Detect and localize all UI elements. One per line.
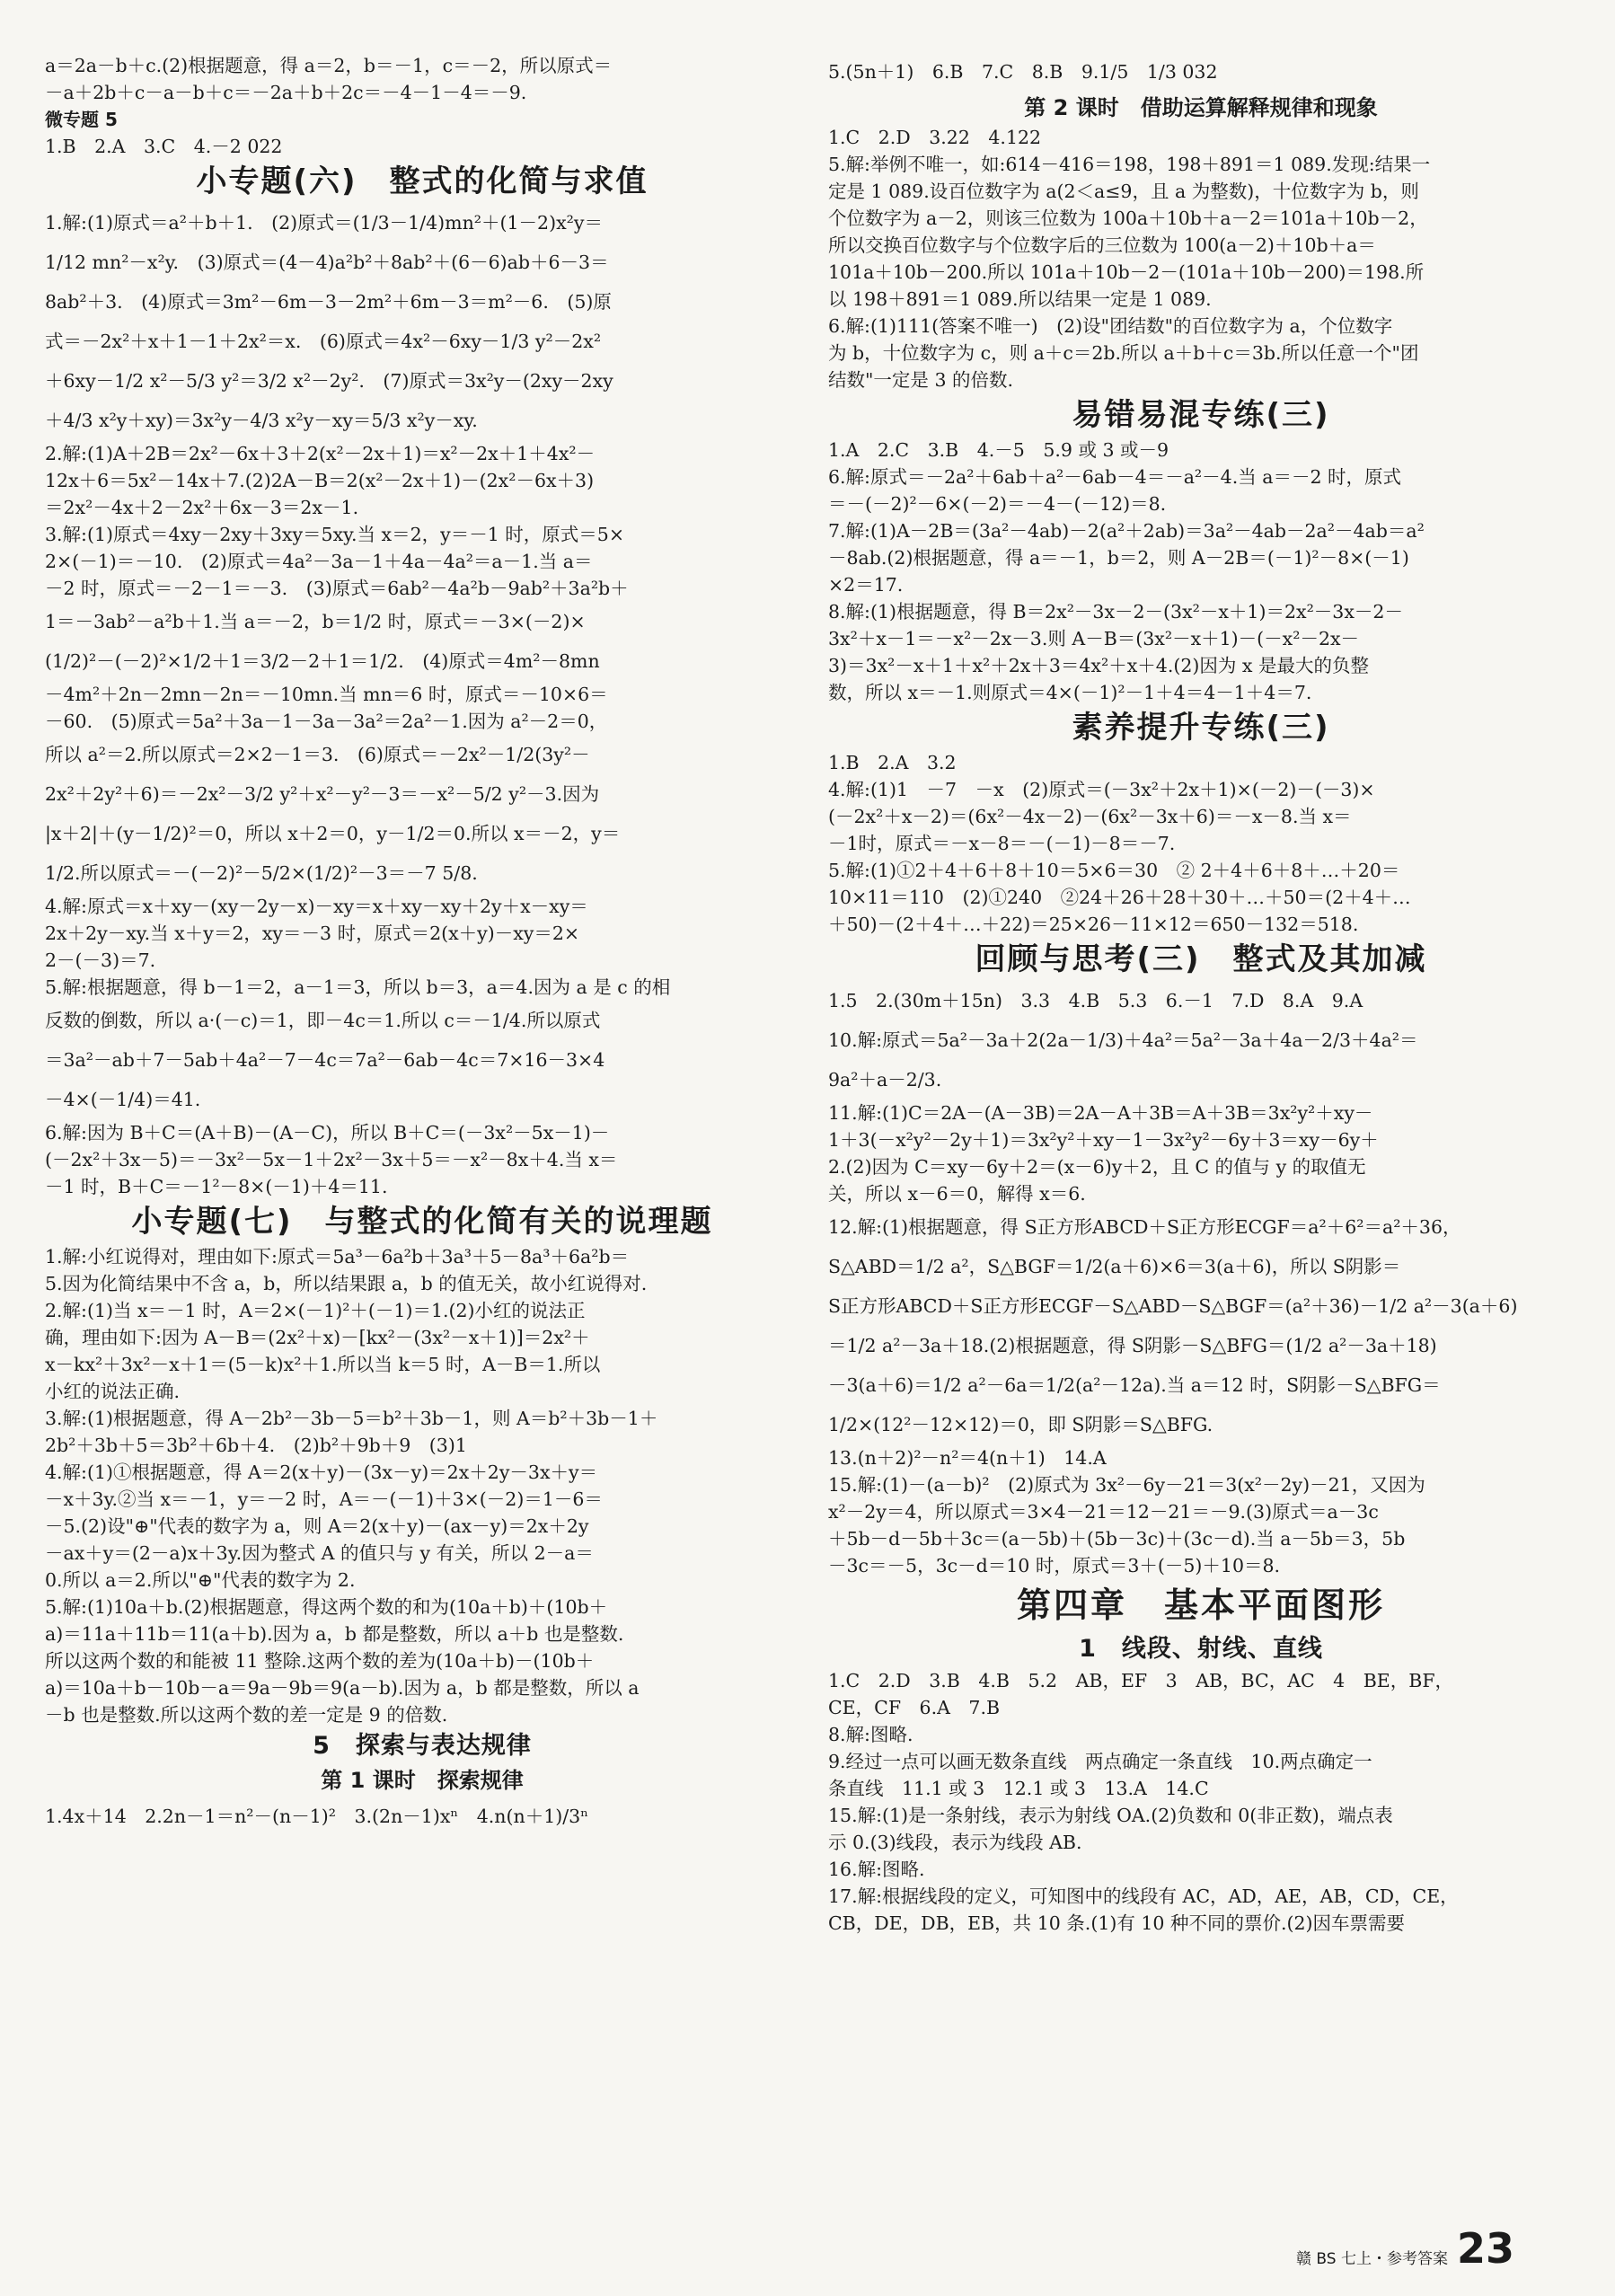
answer-line: 5.解:根据题意，得 b－1＝2，a－1＝3，所以 b＝3，a＝4.因为 a 是 c 的相	[45, 976, 671, 998]
answer-line: S正方形ABCD＋S正方形ECGF－S△ABD－S△BGF＝(a²＋36)－1/2 a²－3(a＋6)	[828, 1295, 1518, 1317]
answer-line: 4.解:(1)1 －7 －x (2)原式＝(－3x²＋2x＋1)×(－2)－(－3)×	[828, 779, 1375, 800]
left-column	[45, 52, 799, 1836]
answer-line: x－kx²＋3x²－x＋1＝(5－k)x²＋1.所以当 k＝5 时，A－B＝1.所以	[45, 1354, 601, 1375]
answer-line: 12.解:(1)根据题意，得 S正方形ABCD＋S正方形ECGF＝a²＋6²＝a²＋36，	[828, 1216, 1461, 1238]
answer-line: ×2＝17.	[828, 574, 904, 596]
answer-line: (－2x²＋x－2)＝(6x²－4x－2)－(6x²－3x＋6)＝－x－8.当 x＝	[828, 806, 1352, 827]
answer-line: 0.所以 a＝2.所以"⊕"代表的数字为 2.	[45, 1569, 356, 1591]
answer-line: 101a＋10b－200.所以 101a＋10b－2－(101a＋10b－200)＝198.所	[828, 261, 1425, 283]
answer-line: 所以这两个数的和能被 11 整除.这两个数的差为(10a＋b)－(10b＋	[45, 1650, 595, 1672]
answer-line: －1 时，B＋C＝－1²－8×(－1)＋4＝11.	[45, 1176, 388, 1197]
answer-line: ＝－(－2)²－6×(－2)＝－4－(－12)＝8.	[828, 493, 1167, 515]
answer-block	[828, 981, 1574, 1099]
section-title: 素养提升专练(三)	[1072, 710, 1330, 746]
answer-line: CE，CF 6.A 7.B	[828, 1697, 1001, 1718]
answer-line: 2x＋2y－xy.当 x＋y＝2，xy＝－3 时，原式＝2(x＋y)－xy＝2×	[45, 923, 580, 944]
answer-line: 4.解:(1)①根据题意，得 A＝2(x＋y)－(3x－y)＝2x＋2y－3x＋y＝	[45, 1461, 598, 1483]
answer-line: ＝3a²－ab＋7－5ab＋4a²－7－4c＝7a²－6ab－4c＝7×16－3×4	[45, 1049, 605, 1071]
section-title: 5 探索与表达规律	[313, 1732, 532, 1760]
answer-line: 小红的说法正确.	[45, 1381, 181, 1402]
chapter-title: 第四章 基本平面图形	[1016, 1585, 1385, 1625]
answer-line: 所以交换百位数字与个位数字后的三位数为 100(a－2)＋10b＋a＝	[828, 234, 1376, 256]
answer-line: 1/2×(12²－12×12)＝0，即 S阴影＝S△BFG.	[828, 1414, 1213, 1435]
answer-block	[828, 1099, 1574, 1444]
answer-line: 15.解:(1)是一条射线，表示为射线 OA.(2)负数和 0(非正数)，端点表	[828, 1805, 1393, 1826]
mini-topic-title: 微专题 5	[45, 109, 118, 130]
answer-line: 13.(n＋2)²－n²＝4(n＋1) 14.A	[828, 1447, 1107, 1469]
answer-line: －60. (5)原式＝5a²＋3a－1－3a－3a²＝2a²－1.因为 a²－2＝0，	[45, 711, 608, 732]
answer-line: 3.解:(1)原式＝4xy－2xy＋3xy＝5xy.当 x＝2，y＝－1 时，原式＝5×	[45, 524, 625, 545]
answer-line: －8ab.(2)根据题意，得 a＝－1，b＝2，则 A－2B＝(－1)²－8×(－1)	[828, 547, 1409, 569]
answer-line: 2－(－3)＝7.	[45, 949, 156, 971]
answer-line: －b 也是整数.所以这两个数的差一定是 9 的倍数.	[45, 1704, 448, 1726]
answer-block	[45, 893, 799, 1200]
footer-label: 赣 BS 七上・参考答案	[1296, 2250, 1448, 2268]
answer-line: 1.C 2.D 3.22 4.122	[828, 127, 1042, 148]
answer-line: ＋50)－(2＋4＋…＋22)＝25×26－11×12＝650－132＝518.	[828, 914, 1359, 935]
answer-line: 3x²＋x－1＝－x²－2x－3.则 A－B＝(3x²－x＋1)－(－x²－2x－	[828, 628, 1360, 649]
answer-line: 5.解:举例不唯一，如:614－416＝198，198＋891＝1 089.发现:结果一	[828, 154, 1431, 175]
answer-line: 1＋3(－x²y²－2y＋1)＝3x²y²＋xy－1－3x²y²－6y＋3＝xy－6y＋	[828, 1129, 1379, 1151]
answer-line: 5.因为化简结果中不含 a，b，所以结果跟 a，b 的值无关，故小红说得对.	[45, 1273, 648, 1294]
page-footer	[1296, 2224, 1514, 2273]
answer-line: 3.解:(1)根据题意，得 A－2b²－3b－5＝b²＋3b－1，则 A＝b²＋3b－1＋	[45, 1408, 658, 1429]
answer-line: －5.(2)设"⊕"代表的数字为 a，则 A＝2(x＋y)－(ax－y)＝2x＋2y	[45, 1515, 589, 1537]
answer-line: 1.4x＋14 2.2n－1＝n²－(n－1)² 3.(2n－1)xⁿ 4.n(n＋1)/3ⁿ	[45, 1806, 589, 1827]
answer-line: 关，所以 x－6＝0，解得 x＝6.	[828, 1183, 1086, 1205]
answer-block	[828, 52, 1574, 92]
answer-line: ＋5b－d－5b＋3c＝(a－5b)＋(5b－3c)＋(3c－d).当 a－5b＝3，5b	[828, 1528, 1406, 1550]
answer-line: 定是 1 089.设百位数字为 a(2＜a≤9，且 a 为整数)，十位数字为 b，则	[828, 181, 1419, 202]
right-column	[828, 52, 1574, 1937]
answer-line: 确，理由如下:因为 A－B＝(2x²＋x)－[kx²－(3x²－x＋1)]＝2x²＋	[45, 1327, 590, 1348]
answer-line: 3)＝3x²－x＋1＋x²＋2x＋3＝4x²＋x＋4.(2)因为 x 是最大的负整	[828, 655, 1369, 676]
answer-line: －ax＋y＝(2－a)x＋3y.因为整式 A 的值只与 y 有关，所以 2－a＝	[45, 1542, 594, 1564]
answer-line: a)＝11a＋11b＝11(a＋b).因为 a，b 都是整数，所以 a＋b 也是整数.	[45, 1623, 624, 1645]
answer-line: a＝2a－b＋c.(2)根据题意，得 a＝2，b＝－1，c＝－2，所以原式＝	[45, 55, 613, 76]
answer-line: －x＋3y.②当 x＝－1，y＝－2 时，A＝－(－1)＋3×(－2)＝1－6＝	[45, 1488, 603, 1510]
answer-line: 7.解:(1)A－2B＝(3a²－4ab)－2(a²＋2ab)＝3a²－4ab－2a²－4ab＝a²	[828, 520, 1425, 542]
answer-line: 9.经过一点可以画无数条直线 两点确定一条直线 10.两点确定一	[828, 1751, 1372, 1772]
answer-line: 示 0.(3)线段，表示为线段 AB.	[828, 1832, 1082, 1853]
answer-block	[45, 1243, 799, 1728]
answer-line: 6.解:原式＝－2a²＋6ab＋a²－6ab－4＝－a²－4.当 a＝－2 时，原式	[828, 466, 1402, 488]
answer-line: 4.解:原式＝x＋xy－(xy－2y－x)－xy＝x＋xy－xy＋2y＋x－xy＝	[45, 896, 588, 917]
answer-line: (－2x²＋3x－5)＝－3x²－5x－1＋2x²－3x＋5＝－x²－8x＋4.当 x＝	[45, 1149, 618, 1170]
answer-line: 1.解:(1)原式＝a²＋b＋1. (2)原式＝(1/3－1/4)mn²＋(1－2)x²y＝	[45, 212, 603, 234]
answer-line: |x＋2|＋(y－1/2)²＝0，所以 x＋2＝0，y－1/2＝0.所以 x＝－2，y＝	[45, 823, 621, 844]
answer-line: 6.解:因为 B＋C＝(A＋B)－(A－C)，所以 B＋C＝(－3x²－5x－1)－	[45, 1122, 610, 1144]
answer-line: 1.解:小红说得对，理由如下:原式＝5a³－6a²b＋3a³＋5－8a³＋6a²b＝	[45, 1246, 630, 1267]
answer-line: 5.解:(1)①2＋4＋6＋8＋10＝5×6＝30 ② 2＋4＋6＋8＋…＋20＝	[828, 860, 1400, 881]
answer-line: 所以 a²＝2.所以原式＝2×2－1＝3. (6)原式＝－2x²－1/2(3y²－	[45, 744, 590, 765]
lesson-title: 第 2 课时 借助运算解释规律和现象	[1024, 95, 1378, 120]
answer-block	[828, 1444, 1574, 1579]
answer-line: 2.(2)因为 C＝xy－6y＋2＝(x－6)y＋2，且 C 的值与 y 的取值无	[828, 1156, 1366, 1178]
answer-line: 6.解:(1)111(答案不唯一) (2)设"团结数"的百位数字为 a，个位数字	[828, 315, 1393, 337]
answer-line: ＝1/2 a²－3a＋18.(2)根据题意，得 S阴影－S△BFG＝(1/2 a²－3a＋18)	[828, 1335, 1437, 1356]
answer-block	[828, 1667, 1574, 1937]
section-title: 1 线段、射线、直线	[1079, 1635, 1323, 1663]
answer-line: 15.解:(1)－(a－b)² (2)原式为 3x²－6y－21＝3(x²－2y)－21，又因为	[828, 1474, 1425, 1496]
answer-line: －4m²＋2n－2mn－2n＝－10mn.当 mn＝6 时，原式＝－10×6＝	[45, 684, 608, 705]
answer-line: 数，所以 x＝－1.则原式＝4×(－1)²－1＋4＝4－1＋4＝7.	[828, 682, 1312, 703]
answer-line: －4×(－1/4)＝41.	[45, 1089, 201, 1110]
answer-line: ＋4/3 x²y＋xy)＝3x²y－4/3 x²y－xy＝5/3 x²y－xy.	[45, 410, 478, 431]
answer-line: 2.解:(1)当 x＝－1 时，A＝2×(－1)²＋(－1)＝1.(2)小红的说法正	[45, 1300, 586, 1321]
answer-line: 1.B 2.A 3.C 4.－2 022	[45, 136, 283, 157]
answer-line: 为 b，十位数字为 c，则 a＋c＝2b.所以 a＋b＋c＝3b.所以任意一个"团	[828, 342, 1419, 364]
section-title: 小专题(六) 整式的化简与求值	[196, 163, 649, 199]
answer-block	[45, 203, 799, 440]
answer-line: 结数"一定是 3 的倍数.	[828, 369, 1014, 391]
answer-line: 8.解:(1)根据题意，得 B＝2x²－3x－2－(3x²－x＋1)＝2x²－3x－2－	[828, 601, 1403, 623]
answer-line: ＝2x²－4x＋2－2x²＋6x－3＝2x－1.	[45, 497, 359, 518]
answer-line: 1.B 2.A 3.2	[828, 752, 957, 773]
answer-line: CB，DE，DB，EB，共 10 条.(1)有 10 种不同的票价.(2)因车票需要	[828, 1912, 1406, 1934]
answer-block	[828, 437, 1574, 706]
answer-line: 1/12 mn²－x²y. (3)原式＝(4－4)a²b²＋8ab²＋(6－6)ab＋6－3＝	[45, 252, 609, 273]
answer-line: 17.解:根据线段的定义，可知图中的线段有 AC，AD，AE，AB，CD，CE，	[828, 1885, 1459, 1907]
section-title: 回顾与思考(三) 整式及其加减	[975, 941, 1427, 977]
answer-line: 10×11＝110 (2)①240 ②24＋26＋28＋30＋…＋50＝(2＋4＋…	[828, 887, 1411, 908]
answer-line: 5.(5n＋1) 6.B 7.C 8.B 9.1/5 1/3 032	[828, 61, 1218, 83]
answer-line: 1/2.所以原式＝－(－2)²－5/2×(1/2)²－3＝－7 5/8.	[45, 862, 478, 884]
answer-line: 12x＋6＝5x²－14x＋7.(2)2A－B＝2(x²－2x＋1)－(2x²－6x＋3)	[45, 470, 595, 491]
answer-line: －3c＝－5，3c－d＝10 时，原式＝3＋(－5)＋10＝8.	[828, 1555, 1281, 1576]
answer-line: 2.解:(1)A＋2B＝2x²－6x＋3＋2(x²－2x＋1)＝x²－2x＋1＋4x²－	[45, 443, 596, 464]
answer-line: 个位数字为 a－2，则该三位数为 100a＋10b＋a－2＝101a＋10b－2，	[828, 208, 1428, 229]
answer-line: 1.A 2.C 3.B 4.－5 5.9 或 3 或－9	[828, 439, 1169, 461]
answer-line: －2 时，原式＝－2－1＝－3. (3)原式＝6ab²－4a²b－9ab²＋3a²b＋	[45, 578, 629, 599]
answer-line: 5.解:(1)10a＋b.(2)根据题意，得这两个数的和为(10a＋b)＋(10b＋	[45, 1596, 608, 1618]
answer-line: 8.解:图略.	[828, 1724, 913, 1745]
answer-line: －1时，原式＝－x－8＝－(－1)－8＝－7.	[828, 833, 1176, 854]
answer-line: a)＝10a＋b－10b－a＝9a－9b＝9(a－b).因为 a，b 都是整数，所以 a	[45, 1677, 640, 1699]
answer-line: 10.解:原式＝5a²－3a＋2(2a－1/3)＋4a²＝5a²－3a＋4a－2/3＋4a²＝	[828, 1029, 1418, 1051]
answer-block	[828, 749, 1574, 938]
answer-line: S△ABD＝1/2 a²，S△BGF＝1/2(a＋6)×6＝3(a＋6)，所以 S阴影＝	[828, 1256, 1401, 1277]
answer-line: 16.解:图略.	[828, 1859, 925, 1880]
answer-line: 反数的倒数，所以 a·(－c)＝1，即－4c＝1.所以 c＝－1/4.所以原式	[45, 1010, 601, 1031]
answer-line: 条直线 11.1 或 3 12.1 或 3 13.A 14.C	[828, 1778, 1209, 1799]
answer-line: x²－2y＝4，所以原式＝3×4－21＝12－21＝－9.(3)原式＝a－3c	[828, 1501, 1379, 1523]
answer-line: 2×(－1)＝－10. (2)原式＝4a²－3a－1＋4a－4a²＝a－1.当 a＝	[45, 551, 593, 572]
answer-block	[45, 52, 799, 106]
answer-line: －3(a＋6)＝1/2 a²－6a＝1/2(a²－12a).当 a＝12 时，S阴影－S△BFG＝	[828, 1374, 1441, 1396]
answer-line: 2b²＋3b＋5＝3b²＋6b＋4. (2)b²＋9b＋9 (3)1	[45, 1435, 467, 1456]
page-number: 23	[1456, 2224, 1514, 2273]
answer-line: 2x²＋2y²＋6)＝－2x²－3/2 y²＋x²－y²－3＝－x²－5/2 y²－3.因为	[45, 783, 600, 805]
answer-line: 1＝－3ab²－a²b＋1.当 a＝－2，b＝1/2 时，原式＝－3×(－2)×	[45, 611, 586, 632]
answer-line: 1.C 2.D 3.B 4.B 5.2 AB，EF 3 AB，BC，AC 4 BE，BF，	[828, 1670, 1454, 1691]
answer-line: 式＝－2x²＋x＋1－1＋2x²＝x. (6)原式＝4x²－6xy－1/3 y²－2x²	[45, 331, 602, 352]
answer-block	[828, 124, 1574, 393]
answer-line: 1.5 2.(30m＋15n) 3.3 4.B 5.3 6.－1 7.D 8.A 9.A	[828, 990, 1363, 1011]
lesson-title: 第 1 课时 探索规律	[321, 1768, 524, 1793]
section-title: 易错易混专练(三)	[1072, 397, 1330, 433]
answer-block	[45, 440, 799, 893]
answer-line: 以 198＋891＝1 089.所以结果一定是 1 089.	[828, 288, 1212, 310]
answer-line: 11.解:(1)C＝2A－(A－3B)＝2A－A＋3B＝A＋3B＝3x²y²＋xy－	[828, 1102, 1373, 1124]
section-title: 小专题(七) 与整式的化简有关的说理题	[131, 1204, 713, 1240]
answer-line: (1/2)²－(－2)²×1/2＋1＝3/2－2＋1＝1/2. (4)原式＝4m²－8mn	[45, 650, 600, 672]
answer-line: ＋6xy－1/2 x²－5/3 y²＝3/2 x²－2y². (7)原式＝3x²y－(2xy－2xy	[45, 370, 613, 392]
answer-line: 9a²＋a－2/3.	[828, 1069, 942, 1091]
answer-line: －a＋2b＋c－a－b＋c＝－2a＋b＋2c＝－4－1－4＝－9.	[45, 82, 527, 103]
answer-line: 8ab²＋3. (4)原式＝3m²－6m－3－2m²＋6m－3＝m²－6. (5)原	[45, 291, 612, 313]
